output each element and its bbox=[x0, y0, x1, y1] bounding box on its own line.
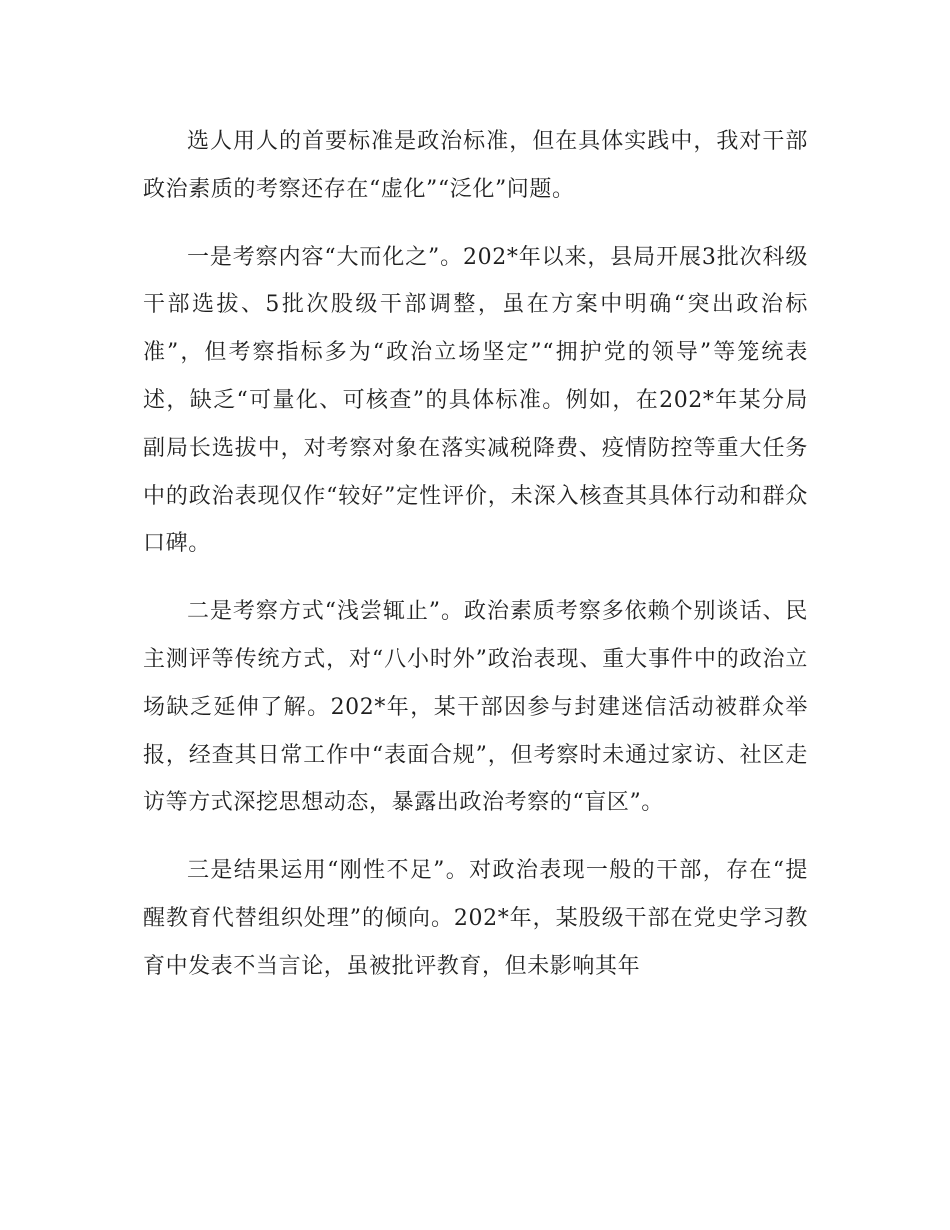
paragraph-point-one: 一是考察内容“大而化之”。202*年以来，县局开展3批次科级干部选拔、5批次股级干部调整，虽在方案中明确“突出政治标准”，但考察指标多为“政治立场坚定”“拥护党的领导”等笼统表述，缺乏“可量化、可核查”的具体标准。例如，在202*年某分局副局长选拔中，对考察对象在落实减税降费、疫情防控等重大任务中的政治表现仅作“较好”定性评价，未深入核查其具体行动和群众口碑。 bbox=[143, 244, 808, 557]
document-body bbox=[143, 118, 808, 1011]
paragraph-point-three: 三是结果运用“刚性不足”。对政治表现一般的干部，存在“提醒教育代替组织处理”的倾向。202*年，某股级干部在党史学习教育中发表不当言论，虽被批评教育，但未影响其年 bbox=[143, 858, 808, 979]
paragraph-point-two: 二是考察方式“浅尝辄止”。政治素质考察多依赖个别谈话、民主测评等传统方式，对“八小时外”政治表现、重大事件中的政治立场缺乏延伸了解。202*年，某干部因参与封建迷信活动被群众举报，经查其日常工作中“表面合规”，但考察时未通过家访、社区走访等方式深挖思想动态，暴露出政治考察的“盲区”。 bbox=[143, 599, 808, 816]
paragraph-intro: 选人用人的首要标准是政治标准，但在具体实践中，我对干部政治素质的考察还存在“虚化”“泛化”问题。 bbox=[143, 129, 808, 202]
